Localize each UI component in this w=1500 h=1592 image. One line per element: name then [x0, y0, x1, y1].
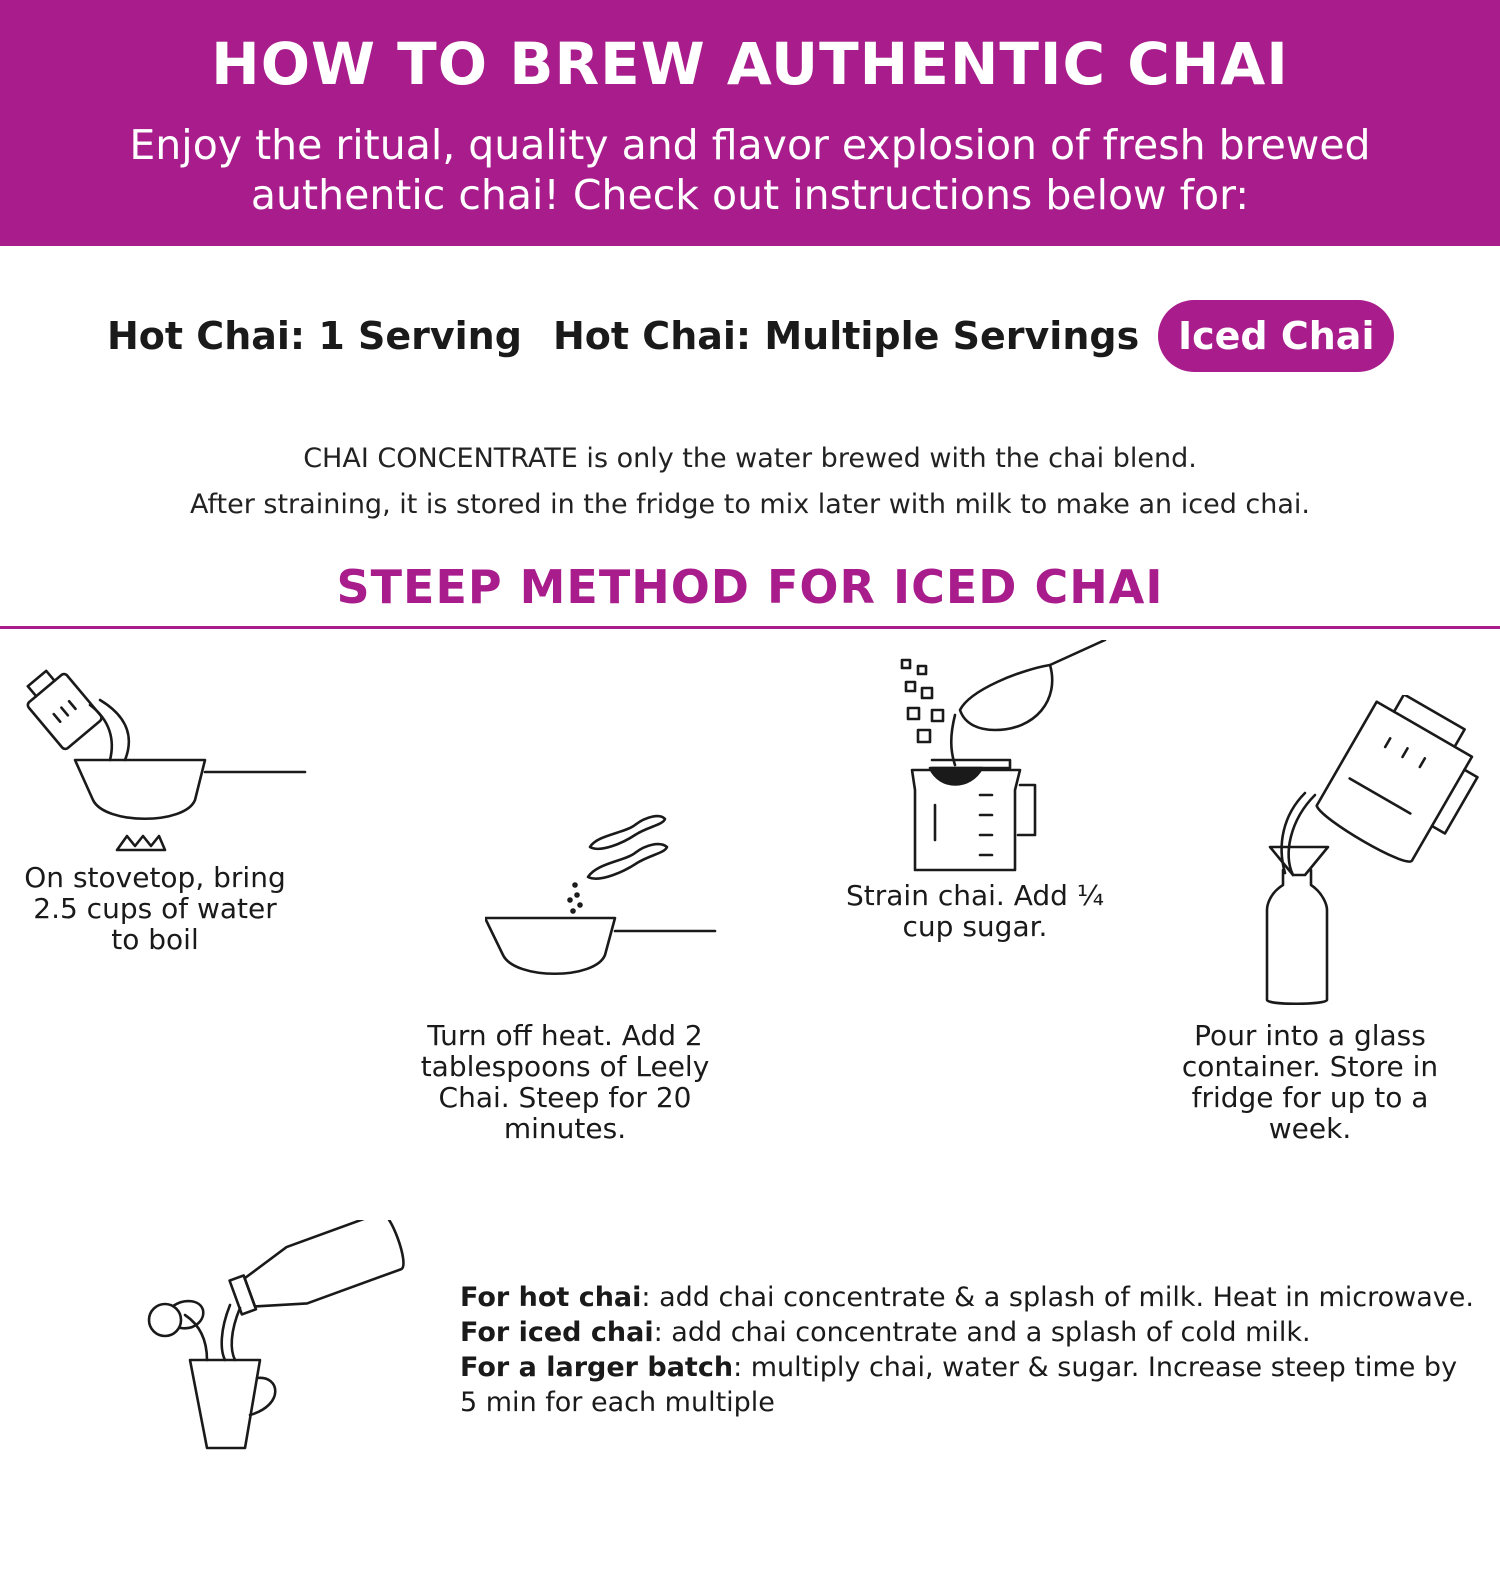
note-text: : multiply chai, water & sugar. Increase steep time by 5 min for each multiple	[460, 1352, 1458, 1418]
note-text: : add chai concentrate and a splash of cold milk.	[653, 1317, 1311, 1348]
stovetop-pot-icon	[15, 660, 315, 864]
section-divider	[0, 626, 1500, 629]
step-3-text: Strain chai. Add ¼ cup sugar.	[846, 879, 1104, 943]
spoon-saucepan-icon	[485, 805, 725, 999]
recipe-tabs	[0, 300, 1500, 376]
section-title: STEEP METHOD FOR ICED CHAI	[336, 560, 1164, 614]
step-4-text: Pour into a glass container. Store in fridge for up to a week.	[1181, 1019, 1439, 1145]
note-larger-batch	[460, 1350, 1480, 1420]
note-label: For iced chai	[460, 1317, 654, 1348]
note-label: For hot chai	[460, 1282, 642, 1313]
tab-iced-chai[interactable]: Iced Chai	[1158, 300, 1394, 372]
strainer-measuring-cup-icon	[900, 640, 1120, 884]
intro-line-1: CHAI CONCENTRATE is only the water brewed with the chai blend.	[303, 443, 1197, 474]
serving-notes	[460, 1280, 1480, 1420]
milk-bottle-mug-icon	[145, 1220, 415, 1464]
step-2-text: Turn off heat. Add 2 tablespoons of Leely Chai. Steep for 20 minutes.	[420, 1019, 710, 1145]
page-subtitle: Enjoy the ritual, quality and flavor explosion of fresh brewed authentic chai! Check out instructions below for:	[129, 121, 1371, 219]
concentrate-intro	[0, 436, 1500, 528]
note-text: : add chai concentrate & a splash of milk. Heat in microwave.	[641, 1282, 1474, 1313]
page-title: HOW TO BREW AUTHENTIC CHAI	[211, 30, 1289, 98]
tab-hot-chai-multiple-servings[interactable]: Hot Chai: Multiple Servings	[553, 314, 1140, 358]
step-1-text: On stovetop, bring 2.5 cups of water to boil	[24, 861, 286, 956]
intro-line-2: After straining, it is stored in the fridge to mix later with milk to make an iced chai.	[189, 489, 1311, 520]
note-hot-chai	[460, 1280, 1480, 1315]
tab-hot-chai-1-serving[interactable]: Hot Chai: 1 Serving	[107, 314, 522, 358]
note-label: For a larger batch	[460, 1352, 734, 1383]
note-iced-chai	[460, 1315, 1480, 1350]
glass-bottle-icon	[1265, 695, 1485, 1029]
header-banner	[0, 0, 1500, 246]
